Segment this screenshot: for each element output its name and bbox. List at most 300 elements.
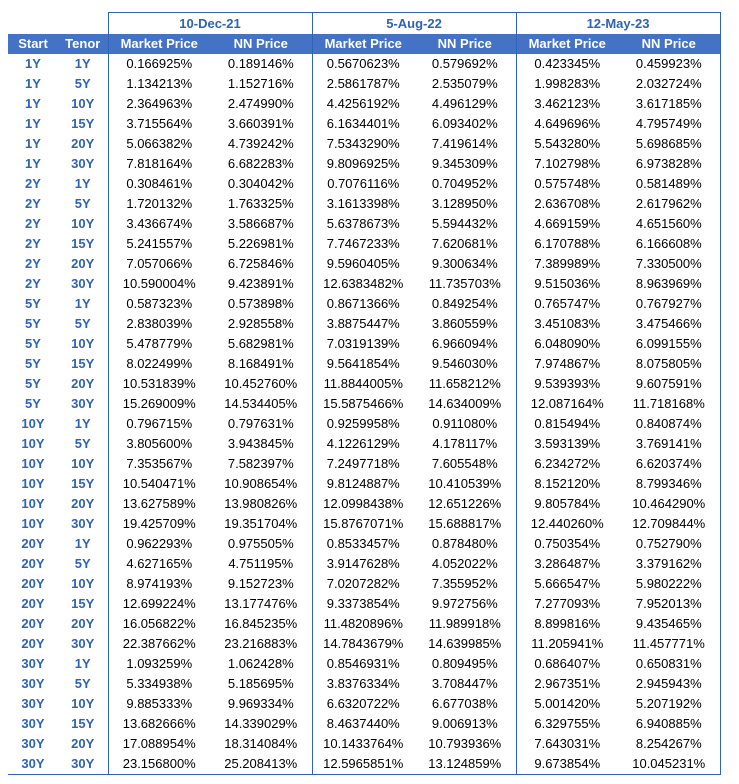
tenor-cell: 15Y [71,236,95,251]
market-price-cell: 8.974193% [108,574,210,594]
nn-price-cell: 14.534405% [210,394,312,414]
market-price-cell: 9.5641854% [312,354,414,374]
market-price-cell: 8.4637440% [312,714,414,734]
start-cell: 5Y [25,296,41,311]
nn-price-cell: 7.605548% [414,454,516,474]
market-price-cell: 2.5861787% [312,74,414,94]
market-price-cell: 7.389989% [516,254,618,274]
start-cell: 1Y [25,56,41,71]
market-price-cell: 7.057066% [108,254,210,274]
nn-price-cell: 6.677038% [414,694,516,714]
market-price-cell: 0.575748% [516,174,618,194]
nn-price-cell: 7.582397% [210,454,312,474]
market-price-cell: 1.998283% [516,74,618,94]
market-price-cell: 13.627589% [108,494,210,514]
market-price-cell: 10.1433764% [312,734,414,754]
table-row [8,234,720,254]
nn-price-cell: 8.799346% [618,474,720,494]
nn-price-cell: 25.208413% [210,754,312,775]
table-row [8,354,720,374]
nn-price-cell: 9.972756% [414,594,516,614]
tenor-cell: 1Y [74,296,91,311]
table-row [8,294,720,314]
market-price-cell: 3.9147628% [312,554,414,574]
market-price-cell: 9.515036% [516,274,618,294]
market-price-cell: 6.1634401% [312,114,414,134]
tenor-cell: 20Y [71,376,95,391]
tenor-cell: 10Y [71,96,95,111]
nn-price-cell: 10.452760% [210,374,312,394]
market-price-cell: 0.750354% [516,534,618,554]
nn-price-cell: 0.840874% [618,414,720,434]
market-price-cell: 7.643031% [516,734,618,754]
market-price-cell: 9.8124887% [312,474,414,494]
nn-price-cell: 2.928558% [210,314,312,334]
start-cell: 1Y [25,156,41,171]
table-row [8,614,720,634]
market-price-cell: 5.241557% [108,234,210,254]
nn-price-cell: 7.355952% [414,574,516,594]
nn-price-cell: 0.459923% [618,54,720,74]
market-price-cell: 9.885333% [108,694,210,714]
nn-price-cell: 6.099155% [618,334,720,354]
nn-price-cell: 5.698685% [618,134,720,154]
market-price-cell: 0.308461% [108,174,210,194]
nn-price-cell: 8.075805% [618,354,720,374]
nn-price-cell: 0.581489% [618,174,720,194]
nn-price-cell: 11.658212% [414,374,516,394]
nn-price-cell: 10.410539% [414,474,516,494]
price-comparison-table [8,12,721,775]
nn-price-cell: 2.617962% [618,194,720,214]
nn-price-cell: 0.573898% [210,294,312,314]
nn-price-cell: 0.911080% [414,414,516,434]
start-cell: 20Y [21,616,45,631]
nn-price-cell: 1.763325% [210,194,312,214]
tenor-cell: 1Y [74,536,91,551]
market-price-cell: 3.462123% [516,94,618,114]
nn-price-cell: 15.688817% [414,514,516,534]
start-cell: 30Y [21,676,45,691]
start-cell: 10Y [21,496,45,511]
date-header-1: 10-Dec-21 [108,13,312,35]
nn-price-cell: 9.300634% [414,254,516,274]
blank-corner [8,13,108,35]
nn-price-cell: 10.908654% [210,474,312,494]
column-header-tenor: Tenor [58,34,108,54]
market-price-cell: 8.022499% [108,354,210,374]
market-price-cell: 3.286487% [516,554,618,574]
start-cell: 10Y [21,436,45,451]
nn-price-cell: 11.989918% [414,614,516,634]
tenor-cell: 5Y [74,436,91,451]
market-price-cell: 1.720132% [108,194,210,214]
nn-price-cell: 0.878480% [414,534,516,554]
nn-price-cell: 0.809495% [414,654,516,674]
nn-price-cell: 19.351704% [210,514,312,534]
table-row [8,534,720,554]
nn-price-cell: 5.980222% [618,574,720,594]
nn-price-cell: 2.535079% [414,74,516,94]
table-row [8,674,720,694]
start-cell: 10Y [21,456,45,471]
market-price-cell: 0.7076116% [312,174,414,194]
market-price-cell: 0.8671366% [312,294,414,314]
market-price-cell: 12.5965851% [312,754,414,775]
market-price-cell: 11.8844005% [312,374,414,394]
nn-price-cell: 5.682981% [210,334,312,354]
market-price-cell: 5.334938% [108,674,210,694]
nn-price-cell: 4.496129% [414,94,516,114]
nn-price-cell: 6.620374% [618,454,720,474]
market-price-cell: 4.4256192% [312,94,414,114]
market-price-cell: 9.3373854% [312,594,414,614]
tenor-cell: 10Y [71,336,95,351]
table-row [8,734,720,754]
market-price-cell: 12.6383482% [312,274,414,294]
nn-price-cell: 4.795749% [618,114,720,134]
nn-price-cell: 6.682283% [210,154,312,174]
nn-price-cell: 13.177476% [210,594,312,614]
start-cell: 1Y [25,96,41,111]
date-header-row [8,13,720,35]
nn-price-cell: 8.168491% [210,354,312,374]
market-price-cell: 9.673854% [516,754,618,775]
nn-price-cell: 9.345309% [414,154,516,174]
tenor-cell: 10Y [71,696,95,711]
start-cell: 1Y [25,116,41,131]
tenor-cell: 15Y [71,716,95,731]
column-header-nn-price: NN Price [414,34,516,54]
market-price-cell: 17.088954% [108,734,210,754]
tenor-cell: 15Y [71,596,95,611]
tenor-cell: 5Y [74,76,91,91]
market-price-cell: 5.478779% [108,334,210,354]
table-row [8,494,720,514]
table-row [8,274,720,294]
tenor-cell: 5Y [74,556,91,571]
nn-price-cell: 6.966094% [414,334,516,354]
nn-price-cell: 14.339029% [210,714,312,734]
start-cell: 2Y [25,216,41,231]
market-price-cell: 3.451083% [516,314,618,334]
table-row [8,214,720,234]
nn-price-cell: 4.751195% [210,554,312,574]
nn-price-cell: 6.940885% [618,714,720,734]
market-price-cell: 10.590004% [108,274,210,294]
nn-price-cell: 5.226981% [210,234,312,254]
tenor-cell: 10Y [71,576,95,591]
market-price-cell: 0.8533457% [312,534,414,554]
nn-price-cell: 3.660391% [210,114,312,134]
table-row [8,754,720,775]
market-price-cell: 4.627165% [108,554,210,574]
market-price-cell: 15.8767071% [312,514,414,534]
market-price-cell: 9.5960405% [312,254,414,274]
start-cell: 2Y [25,196,41,211]
nn-price-cell: 14.639985% [414,634,516,654]
nn-price-cell: 5.185695% [210,674,312,694]
column-header-market-price: Market Price [108,34,210,54]
start-cell: 30Y [21,716,45,731]
nn-price-cell: 2.032724% [618,74,720,94]
market-price-cell: 8.899816% [516,614,618,634]
start-cell: 5Y [25,336,41,351]
tenor-cell: 1Y [74,176,91,191]
nn-price-cell: 3.769141% [618,434,720,454]
market-price-cell: 9.8096925% [312,154,414,174]
start-cell: 30Y [21,656,45,671]
nn-price-cell: 7.620681% [414,234,516,254]
nn-price-cell: 4.052022% [414,554,516,574]
tenor-cell: 10Y [71,216,95,231]
start-cell: 5Y [25,376,41,391]
tenor-cell: 10Y [71,456,95,471]
market-price-cell: 7.102798% [516,154,618,174]
start-cell: 20Y [21,576,45,591]
nn-price-cell: 1.062428% [210,654,312,674]
market-price-cell: 2.838039% [108,314,210,334]
table-row [8,134,720,154]
nn-price-cell: 14.634009% [414,394,516,414]
start-cell: 5Y [25,316,41,331]
table-row [8,174,720,194]
market-price-cell: 15.269009% [108,394,210,414]
table-row [8,54,720,74]
market-price-cell: 0.815494% [516,414,618,434]
market-price-cell: 7.974867% [516,354,618,374]
market-price-cell: 0.587323% [108,294,210,314]
table-row [8,454,720,474]
tenor-cell: 15Y [71,476,95,491]
table-row [8,554,720,574]
market-price-cell: 1.093259% [108,654,210,674]
nn-price-cell: 0.579692% [414,54,516,74]
market-price-cell: 5.6378673% [312,214,414,234]
table-row [8,714,720,734]
nn-price-cell: 7.419614% [414,134,516,154]
table-body [8,54,720,775]
nn-price-cell: 0.849254% [414,294,516,314]
nn-price-cell: 3.943845% [210,434,312,454]
nn-price-cell: 9.546030% [414,354,516,374]
nn-price-cell: 0.797631% [210,414,312,434]
tenor-cell: 1Y [74,56,91,71]
nn-price-cell: 12.709844% [618,514,720,534]
market-price-cell: 5.066382% [108,134,210,154]
nn-price-cell: 8.963969% [618,274,720,294]
nn-price-cell: 3.708447% [414,674,516,694]
table-row [8,514,720,534]
table-row [8,154,720,174]
date-header-3: 12-May-23 [516,13,720,35]
market-price-cell: 13.682666% [108,714,210,734]
market-price-cell: 19.425709% [108,514,210,534]
market-price-cell: 3.593139% [516,434,618,454]
market-price-cell: 1.134213% [108,74,210,94]
market-price-cell: 9.539393% [516,374,618,394]
market-price-cell: 12.440260% [516,514,618,534]
table-row [8,334,720,354]
market-price-cell: 5.666547% [516,574,618,594]
table-row [8,114,720,134]
market-price-cell: 5.001420% [516,694,618,714]
market-price-cell: 0.8546931% [312,654,414,674]
market-price-cell: 11.205941% [516,634,618,654]
market-price-cell: 0.423345% [516,54,618,74]
start-cell: 2Y [25,236,41,251]
tenor-cell: 5Y [74,316,91,331]
nn-price-cell: 4.178117% [414,434,516,454]
start-cell: 5Y [25,356,41,371]
nn-price-cell: 2.945943% [618,674,720,694]
market-price-cell: 4.649696% [516,114,618,134]
tenor-cell: 30Y [71,276,95,291]
nn-price-cell: 10.045231% [618,754,720,775]
market-price-cell: 3.1613398% [312,194,414,214]
nn-price-cell: 3.860559% [414,314,516,334]
start-cell: 30Y [21,736,45,751]
start-cell: 20Y [21,596,45,611]
nn-price-cell: 23.216883% [210,634,312,654]
nn-price-cell: 0.767927% [618,294,720,314]
nn-price-cell: 0.304042% [210,174,312,194]
tenor-cell: 20Y [71,616,95,631]
market-price-cell: 0.765747% [516,294,618,314]
nn-price-cell: 11.735703% [414,274,516,294]
column-header-nn-price: NN Price [210,34,312,54]
market-price-cell: 4.1226129% [312,434,414,454]
nn-price-cell: 7.952013% [618,594,720,614]
market-price-cell: 0.686407% [516,654,618,674]
market-price-cell: 6.048090% [516,334,618,354]
start-cell: 1Y [25,136,41,151]
table-row [8,414,720,434]
table-row [8,654,720,674]
tenor-cell: 1Y [74,656,91,671]
market-price-cell: 3.805600% [108,434,210,454]
nn-price-cell: 6.725846% [210,254,312,274]
start-cell: 30Y [8,754,58,775]
market-price-cell: 10.540471% [108,474,210,494]
nn-price-cell: 10.464290% [618,494,720,514]
market-price-cell: 7.2497718% [312,454,414,474]
tenor-cell: 30Y [71,516,95,531]
tenor-cell: 30Y [71,396,95,411]
nn-price-cell: 9.152723% [210,574,312,594]
nn-price-cell: 0.752790% [618,534,720,554]
nn-price-cell: 9.969334% [210,694,312,714]
market-price-cell: 6.170788% [516,234,618,254]
nn-price-cell: 9.607591% [618,374,720,394]
tenor-cell: 20Y [71,496,95,511]
nn-price-cell: 0.650831% [618,654,720,674]
start-cell: 20Y [21,556,45,571]
start-cell: 5Y [25,396,41,411]
market-price-cell: 16.056822% [108,614,210,634]
nn-price-cell: 0.189146% [210,54,312,74]
market-price-cell: 7.0207282% [312,574,414,594]
market-price-cell: 3.8376334% [312,674,414,694]
nn-price-cell: 0.704952% [414,174,516,194]
tenor-cell: 5Y [74,196,91,211]
table-row [8,394,720,414]
table-row [8,694,720,714]
market-price-cell: 9.805784% [516,494,618,514]
start-cell: 10Y [21,516,45,531]
market-price-cell: 2.364963% [108,94,210,114]
nn-price-cell: 7.330500% [618,254,720,274]
market-price-cell: 7.5343290% [312,134,414,154]
nn-price-cell: 6.166608% [618,234,720,254]
nn-price-cell: 3.586687% [210,214,312,234]
tenor-cell: 30Y [71,156,95,171]
nn-price-cell: 6.093402% [414,114,516,134]
market-price-cell: 0.9259958% [312,414,414,434]
nn-price-cell: 18.314084% [210,734,312,754]
nn-price-cell: 5.594432% [414,214,516,234]
table-row [8,594,720,614]
nn-price-cell: 9.006913% [414,714,516,734]
table-row [8,314,720,334]
date-header-2: 5-Aug-22 [312,13,516,35]
market-price-cell: 12.699224% [108,594,210,614]
market-price-cell: 23.156800% [108,754,210,775]
nn-price-cell: 11.718168% [618,394,720,414]
market-price-cell: 6.234272% [516,454,618,474]
market-price-cell: 0.796715% [108,414,210,434]
nn-price-cell: 4.739242% [210,134,312,154]
start-cell: 2Y [25,276,41,291]
nn-price-cell: 10.793936% [414,734,516,754]
nn-price-cell: 9.435465% [618,614,720,634]
tenor-cell: 30Y [71,636,95,651]
market-price-cell: 7.7467233% [312,234,414,254]
table-row [8,574,720,594]
market-price-cell: 15.5875466% [312,394,414,414]
tenor-cell: 15Y [71,356,95,371]
market-price-cell: 5.543280% [516,134,618,154]
start-cell: 2Y [25,176,41,191]
market-price-cell: 2.967351% [516,674,618,694]
market-price-cell: 6.329755% [516,714,618,734]
table-row [8,434,720,454]
column-header-market-price: Market Price [312,34,414,54]
tenor-cell: 20Y [71,736,95,751]
market-price-cell: 0.962293% [108,534,210,554]
table-row [8,94,720,114]
table-row [8,474,720,494]
nn-price-cell: 12.651226% [414,494,516,514]
start-cell: 30Y [21,696,45,711]
market-price-cell: 22.387662% [108,634,210,654]
nn-price-cell: 4.651560% [618,214,720,234]
nn-price-cell: 1.152716% [210,74,312,94]
market-price-cell: 0.166925% [108,54,210,74]
market-price-cell: 6.6320722% [312,694,414,714]
nn-price-cell: 3.475466% [618,314,720,334]
nn-price-cell: 8.254267% [618,734,720,754]
market-price-cell: 8.152120% [516,474,618,494]
market-price-cell: 3.715564% [108,114,210,134]
nn-price-cell: 11.457771% [618,634,720,654]
market-price-cell: 3.8875447% [312,314,414,334]
nn-price-cell: 5.207192% [618,694,720,714]
market-price-cell: 4.669159% [516,214,618,234]
market-price-cell: 14.7843679% [312,634,414,654]
market-price-cell: 3.436674% [108,214,210,234]
price-table-container [8,12,721,775]
